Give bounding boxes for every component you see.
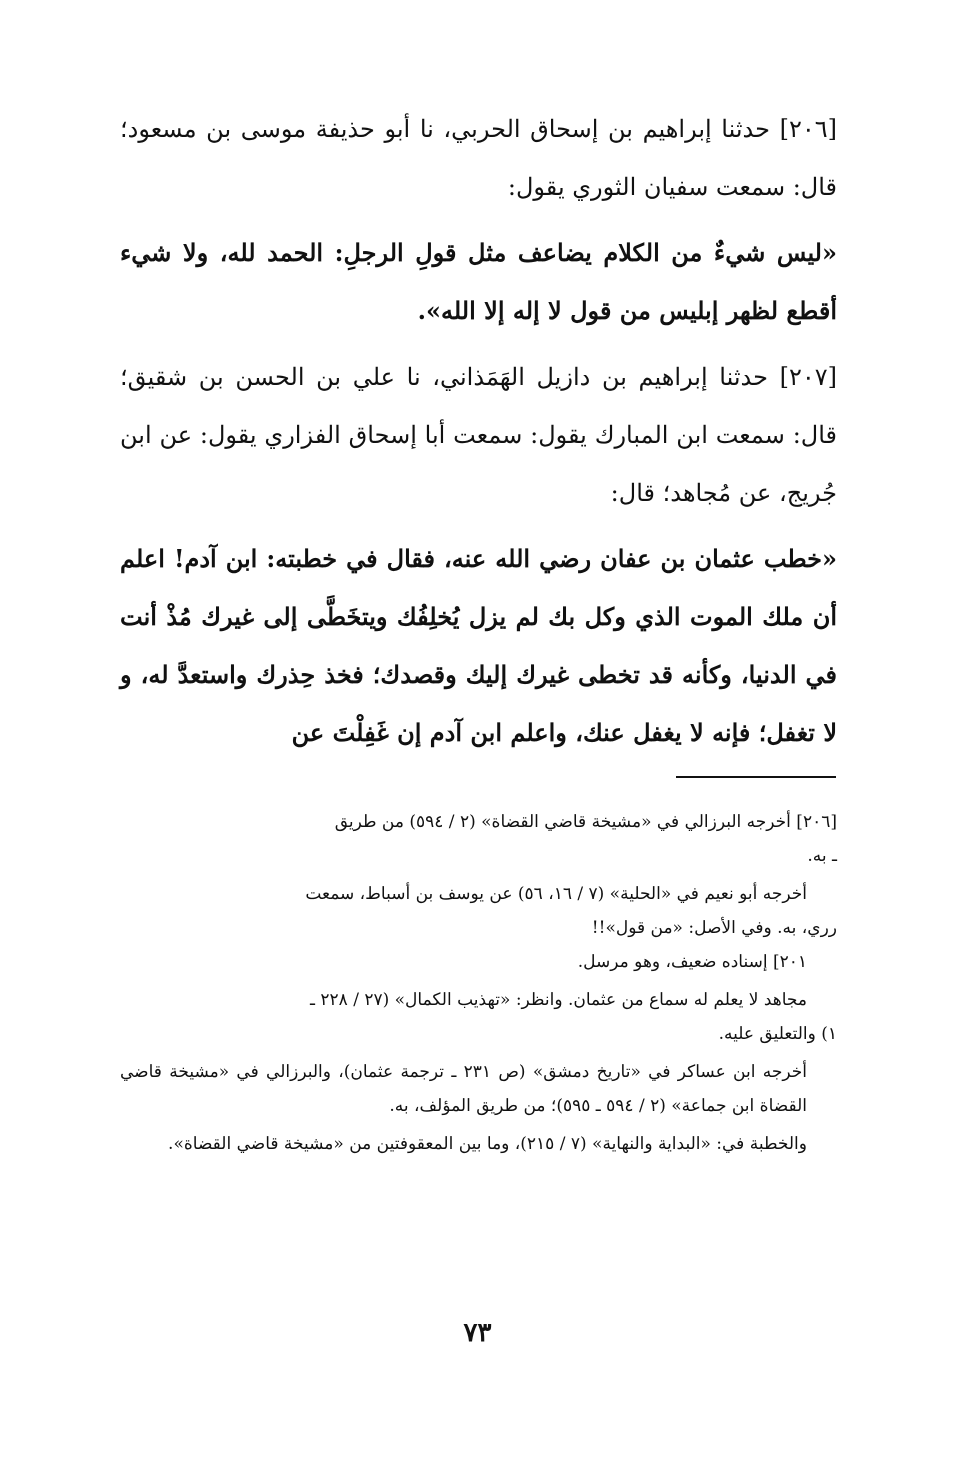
paragraph-207: [٢٠٧] حدثنا إبراهيم بن دازيل الهَمَذاني، نا علي بن الحسن بن شقيق؛ قال: سمعت ابن المبارك يقول: سمعت أبا إسحاق الفزاري يقول: عن ابن جُريج، عن مُجاهد؛ قال:: [120, 363, 838, 507]
quote-206: «ليس شيءٌ من الكلام يضاعف مثل قولِ الرجلِ: الحمد لله، ولا شيء أقطع لظهر إبليس من قول لا إله إلا الله».: [120, 238, 837, 325]
main-text: [120, 100, 837, 762]
footnote-line: ١) والتعليق عليه.: [718, 1024, 837, 1044]
footnote-line: أخرجه أبو نعيم في «الحلية» (٧ / ١٦، ٥٦) عن يوسف بن أسباط، سمعت: [305, 884, 807, 904]
footnote-line: ـ به.: [807, 846, 837, 866]
footnotes: [120, 805, 837, 1161]
paragraph-206: [٢٠٦] حدثنا إبراهيم بن إسحاق الحربي، نا أبو حذيفة موسى بن مسعود؛ قال: سمعت سفيان الثوري يقول:: [120, 115, 837, 201]
page-number: ٧٣: [463, 1318, 492, 1348]
quote-207: «خطب عثمان بن عفان رضي الله عنه، فقال في خطبته: ابن آدم! اعلم أن ملك الموت الذي وكل بك لم يزل يُخلِفُك ويتخَطَّى إلى غيرك مُذْ أنت في الدنيا، وكأنه قد تخطى غيرك إليك وقصدك؛ فخذ حِذرك واستعدَّ له، و لا تغفل؛ فإنه لا يغفل عنك، واعلم ابن آدم إن غَفِلْتَ عن: [120, 544, 837, 747]
footnote-line: رري، به. وفي الأصل: «من قول»!!: [591, 918, 837, 938]
footnote-divider: [676, 776, 836, 778]
footnote-line: مجاهد لا يعلم له سماع من عثمان. وانظر: «تهذيب الكمال» (٢٧ / ٢٢٨ ـ: [310, 990, 807, 1010]
footnote-line: والخطبة في: «البداية والنهاية» (٧ / ٢١٥)، وما بين المعقوفتين من «مشيخة قاضي القضاة».: [168, 1134, 807, 1154]
footnote-line: أخرجه ابن عساكر في «تاريخ دمشق» (ص ٢٣١ ـ ترجمة عثمان)، والبرزالي في «مشيخة قاضي القضاة ابن جماعة» (٢ / ٥٩٤ ـ ٥٩٥)؛ من طريق المؤلف، به.: [120, 1062, 807, 1116]
footnote-line: ٢٠١] إسناده ضعيف، وهو مرسل.: [577, 952, 807, 972]
footnote-line: [٢٠٦] أخرجه البرزالي في «مشيخة قاضي القضاة» (٢ / ٥٩٤) من طريق: [334, 812, 837, 832]
